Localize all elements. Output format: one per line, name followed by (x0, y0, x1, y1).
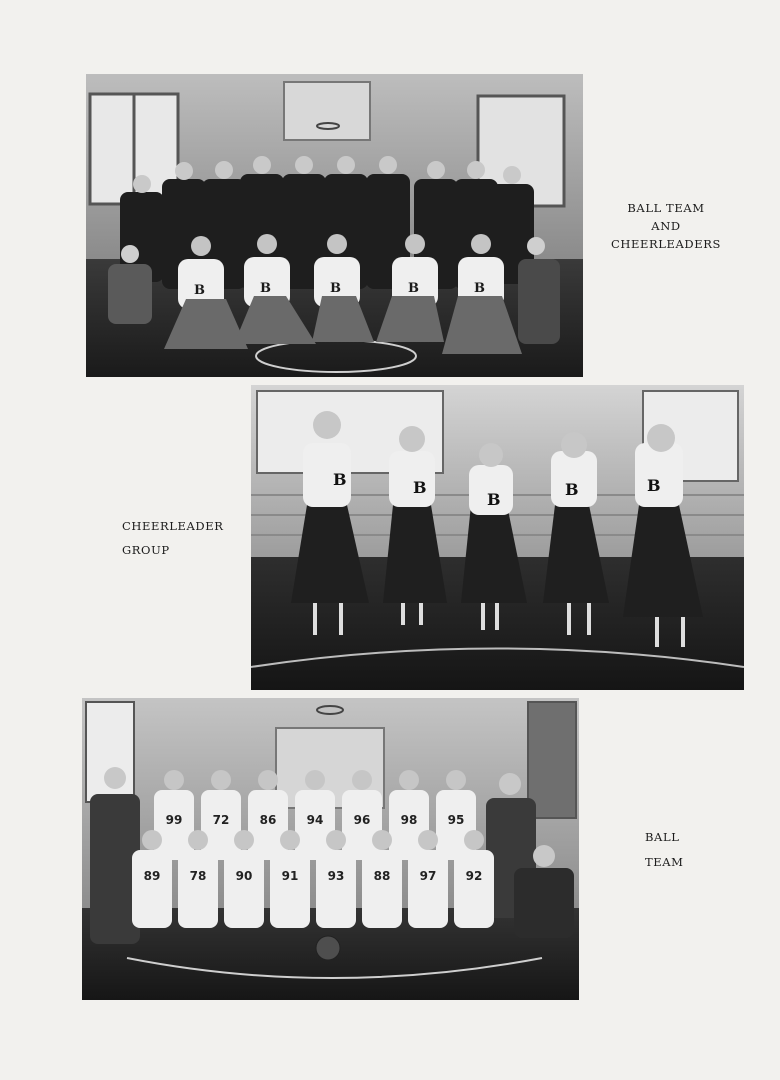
ball-team-caption (645, 828, 725, 871)
team-cheer-photo-image (86, 74, 583, 377)
caption-line: CHEERLEADERS (611, 237, 721, 251)
ball-team-and-cheerleaders-photo (86, 74, 583, 377)
cheerleader-group-photo (251, 385, 744, 690)
jersey-number: 86 (259, 813, 277, 827)
jersey-number: 91 (281, 869, 299, 883)
jersey-number: 95 (447, 813, 465, 827)
svg-text:B: B (260, 281, 271, 296)
caption-line: GROUP (122, 543, 170, 557)
caption-line: AND (651, 219, 681, 233)
svg-text:B: B (413, 478, 427, 497)
jersey-number: 88 (373, 869, 391, 883)
caption-line: BALL TEAM (627, 201, 705, 215)
svg-text:B: B (194, 283, 205, 298)
jersey-number: 97 (419, 869, 437, 883)
jersey-number: 96 (353, 813, 371, 827)
jersey-number: 90 (235, 869, 253, 883)
jersey-number: 98 (400, 813, 418, 827)
ball-team-photo (82, 698, 579, 1000)
jersey-number: 89 (143, 869, 161, 883)
jersey-number: 72 (212, 813, 230, 827)
svg-text:B: B (474, 281, 485, 296)
caption-line: BALL (645, 830, 680, 844)
svg-text:B: B (647, 476, 661, 495)
caption-line: CHEERLEADER (122, 519, 224, 533)
jersey-number: 99 (165, 813, 183, 827)
svg-text:B: B (333, 470, 347, 489)
caption-line: TEAM (645, 855, 684, 869)
svg-text:B: B (330, 281, 341, 296)
ball-team-photo-image (82, 698, 579, 1000)
svg-text:B: B (408, 281, 419, 296)
svg-text:B: B (565, 480, 579, 499)
svg-text:B: B (487, 490, 501, 509)
cheerleader-group-caption (122, 517, 232, 559)
jersey-number: 92 (465, 869, 483, 883)
jersey-number: 78 (189, 869, 207, 883)
jersey-number: 93 (327, 869, 345, 883)
team-and-cheerleaders-caption (606, 199, 726, 253)
jersey-number: 94 (306, 813, 324, 827)
cheer-group-photo-image (251, 385, 744, 690)
